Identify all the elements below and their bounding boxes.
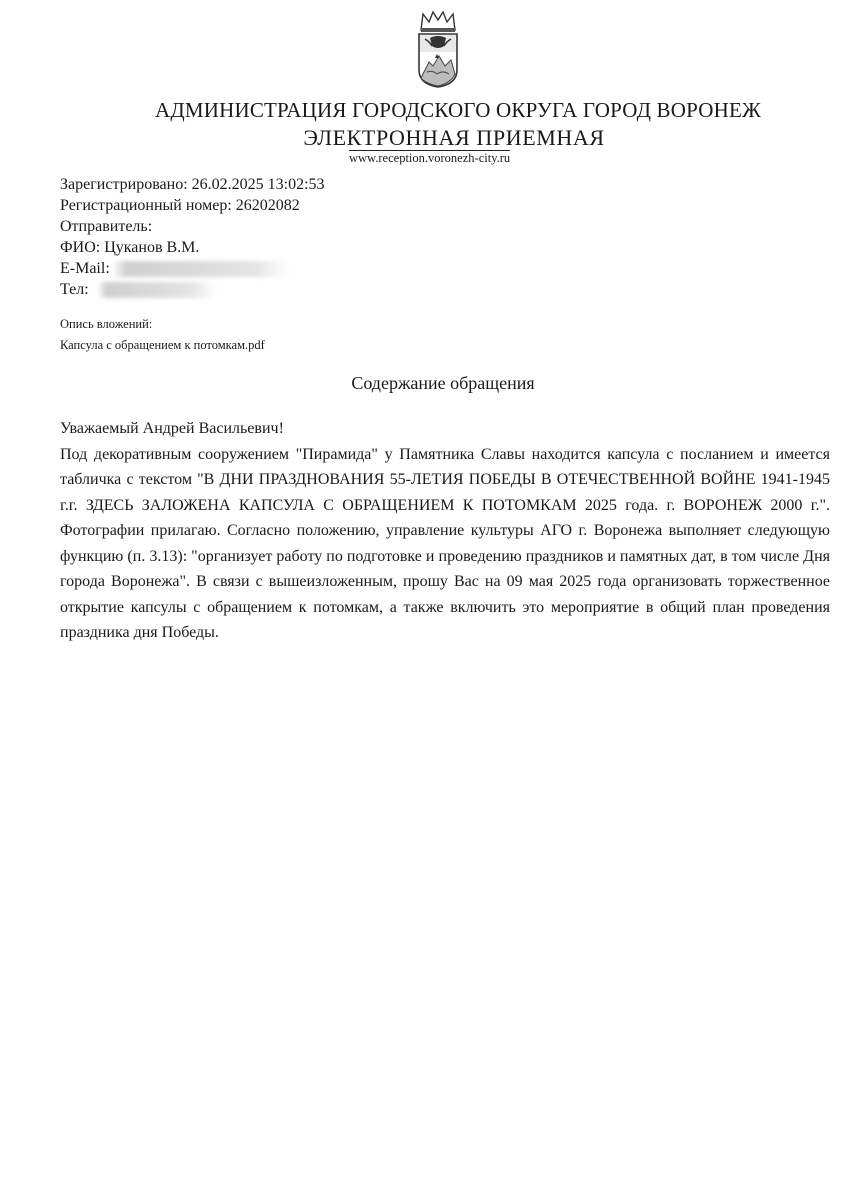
salutation: Уважаемый Андрей Васильевич! bbox=[60, 420, 284, 437]
sender-label: Отправитель: bbox=[60, 218, 153, 235]
city-coat-of-arms-icon bbox=[413, 8, 463, 88]
site-url-link[interactable]: www.reception.voronezh-city.ru bbox=[349, 151, 511, 165]
registration-number: Регистрационный номер: 26202082 bbox=[60, 197, 300, 214]
content-heading: Содержание обращения bbox=[351, 373, 535, 393]
appeal-body bbox=[60, 416, 830, 646]
attachments bbox=[60, 314, 265, 356]
email-label: E-Mail: bbox=[60, 260, 110, 277]
registered-date: Зарегистрировано: 26.02.2025 13:02:53 bbox=[60, 176, 325, 193]
sender-meta bbox=[60, 174, 325, 300]
service-title: ЭЛЕКТРОННАЯ ПРИЕМНАЯ bbox=[303, 125, 605, 150]
org-title: АДМИНИСТРАЦИЯ ГОРОДСКОГО ОКРУГА ГОРОД ВОРОНЕЖ bbox=[154, 98, 762, 122]
appeal-paragraph: Под декоративным сооружением "Пирамида" у Памятника Славы находится капсула с посланием и имеется табличка с текстом "В ДНИ ПРАЗДНОВАНИЯ 55-ЛЕТИЯ ПОБЕДЫ В ОТЕЧЕСТВЕННОЙ ВОЙНЕ 1941-1945 г.г. ЗДЕСЬ ЗАЛОЖЕНА КАПСУЛА С ОБРАЩЕНИЕМ К ПОТОМКАМ 2025 года. г. ВОРОНЕЖ 2000 г.". Фотографии прилагаю. Согласно положению, управление культуры АГО г. Воронежа выполняет следующую функцию (п. 3.13): "организует работу по подготовке и проведению праздников и памятных дат, в том числе Дня города Воронежа". В связи с вышеизложенным, прошу Вас на 09 мая 2025 года организовать торжественное открытие капсулы с обращением к потомкам, а также включить это мероприятие в общий план проведения праздника дня Победы. bbox=[60, 445, 830, 641]
sender-fio: ФИО: Цуканов В.М. bbox=[60, 239, 200, 256]
phone-label: Тел: bbox=[60, 281, 89, 298]
attachment-file[interactable]: Капсула с обращением к потомкам.pdf bbox=[60, 338, 265, 352]
redacted-email bbox=[112, 261, 290, 277]
sender-phone-row bbox=[60, 279, 325, 300]
redacted-phone bbox=[97, 282, 215, 298]
sender-email-row bbox=[60, 258, 325, 279]
attachments-label: Опись вложений: bbox=[60, 317, 153, 331]
